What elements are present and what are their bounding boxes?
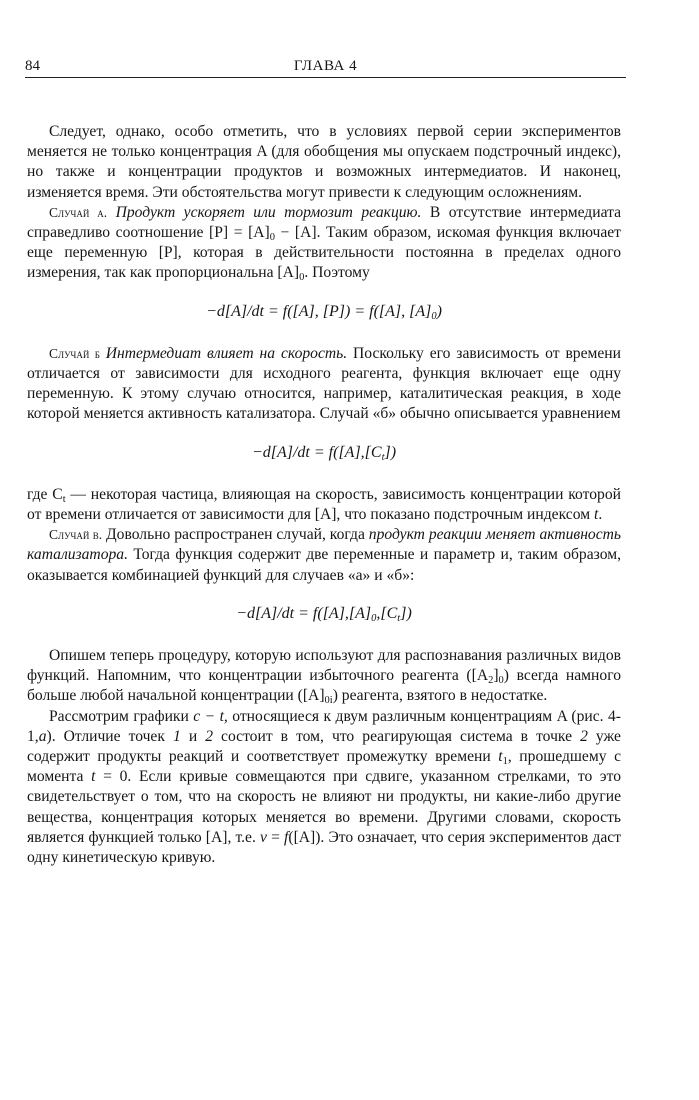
italic-f: f (284, 828, 289, 846)
subscript: 0 (371, 612, 377, 624)
subscript: 0i (324, 695, 333, 707)
subscript: t (62, 493, 66, 505)
case-b-text: Поскольку его зависимость от времени отличается от зависимости для исходного реагента, функция включает еще одну переменную. К этому случаю относится, например, каталитическая реакция, в ходе которой меняется активность катализатора. Случай «б» обычно описывается уравнением (27, 344, 621, 423)
formula-text: ]) (384, 443, 397, 461)
graphs-text: относящиеся к двум различным концентрациям A (рис. 4-1, (27, 707, 621, 745)
paragraph-case-b (27, 344, 621, 425)
italic-point-2: 2 (580, 727, 588, 745)
italic-t1: t (498, 748, 503, 766)
subscript: 0 (269, 232, 275, 244)
chapter-title: ГЛАВА 4 (293, 58, 358, 74)
subscript: 0 (431, 310, 437, 322)
formula-text: ,[C (376, 604, 398, 622)
italic-point-1: 1 (172, 727, 181, 745)
paragraph-procedure (27, 646, 621, 707)
formula-text: ]) (400, 604, 412, 622)
paragraph-intro: Следует, однако, особо отметить, что в условиях первой серии экспериментов меняется не только концентрация A (для обобщения мы опускаем подстрочный индекс), но также и концентрации продуктов и возможных интермедиатов. И наконец, изменяется время. Эти обстоятельства могут привести к следующим осложнениям. (27, 123, 621, 201)
procedure-text: ) реагента, взятого в недостатке. (332, 687, 548, 705)
graphs-text: уже содержит продукты реакций и соответствует промежутку времени (27, 727, 621, 766)
graphs-text: ). Отличие точек (46, 727, 173, 745)
ct-text: где C (27, 485, 63, 503)
page-number: 84 (25, 58, 40, 74)
case-a-label: Случай а. (49, 204, 108, 220)
formula-2 (27, 443, 621, 463)
header-rule (25, 77, 626, 78)
graphs-text: = 0. Если кривые совмещаются при сдвиге, указанном стрелками, то это свидетельствует о том, что на скорость не влияют ни продукты, ни какие-либо другие вещества, концентрация которых меняется во времени. Другими словами, скорость является функцией только [A], т.е. (27, 768, 622, 846)
subscript: 0 (498, 675, 504, 687)
italic-t: t (91, 768, 96, 786)
case-c-label: Случай в. (49, 527, 103, 543)
paragraph-case-c (27, 525, 621, 586)
italic-a: a (38, 727, 47, 745)
subscript: t (397, 612, 401, 624)
italic-v: v (260, 828, 267, 846)
paragraph-graphs (27, 707, 621, 869)
case-c-italic: продукт реакции меняет активность катализатора. (27, 526, 622, 564)
graphs-text: ([A]). Это означает, что серия экспериментов даст одну кинетическую кривую. (27, 828, 622, 867)
graphs-text: , прошедшему с момента (27, 748, 621, 786)
formula-1 (27, 302, 621, 322)
subscript: 2 (488, 675, 494, 687)
procedure-text: ] (493, 667, 499, 685)
formula-text: −d[A]/dt = f([A], [P]) = f([A], [A] (206, 302, 432, 320)
case-a-text: В отсутствие интермедиата справедливо соотношение [P] = [A] (27, 203, 622, 242)
case-b-label: Случай б (49, 345, 100, 361)
procedure-text: ) всегда намного больше любой начальной концентрации ([A] (27, 667, 622, 705)
paragraph-case-a (27, 203, 621, 284)
graphs-text: Рассмотрим графики (49, 707, 194, 725)
ct-text: — некоторая частица, влияющая на скорость, зависимость концентрации которой от времени отличается от зависимости для [A], что показано подстрочным индексом (27, 485, 621, 524)
running-head (25, 58, 626, 78)
graphs-text: состоит в том, что реагирующая система в точке (213, 727, 581, 745)
case-b-title: Интермедиат влияет на скорость. (105, 344, 348, 362)
subscript: t (381, 451, 385, 463)
subscript: 0 (299, 272, 305, 284)
formula-text: −d[A]/dt = f([A],[A] (236, 604, 372, 622)
formula-3 (27, 604, 621, 624)
ct-text: . (598, 506, 603, 524)
graphs-text: = (266, 828, 285, 846)
procedure-text: Опишем теперь процедуру, которую используют для распознавания различных видов функций. Напомним, что концентрации избыточного реагента ([A (27, 647, 621, 685)
subscript: 1 (502, 756, 508, 768)
body-text (27, 122, 621, 868)
case-a-text: . Поэтому (304, 264, 370, 282)
graphs-text: и (180, 727, 206, 745)
italic-point-2: 2 (205, 727, 213, 745)
italic-t: t (593, 506, 599, 524)
case-a-title: Продукт ускоряет или тормозит реакцию. (115, 203, 422, 221)
case-c-text: Тогда функция содержит две переменные и параметр и, таким образом, оказывается комбинацией функций для случаев «а» и «б»: (27, 546, 621, 584)
italic-ct: c − t, (193, 707, 228, 725)
case-c-text: Довольно распространен случай, когда (102, 526, 369, 544)
formula-text: −d[A]/dt = f([A],[C (251, 443, 382, 461)
formula-text: ) (436, 302, 442, 320)
case-a-text: − [A]. Таким образом, искомая функция включает еще переменную [P], которая в действительности постоянна в пределах одного измерения, так как пропорциональна [A] (27, 224, 621, 282)
paragraph-ct (27, 485, 621, 525)
